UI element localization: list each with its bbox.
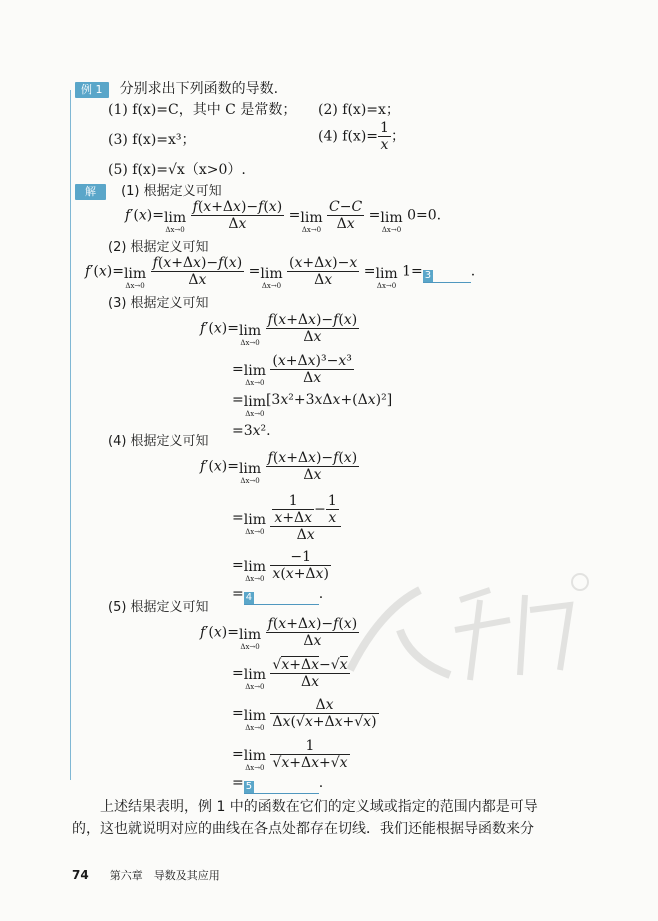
solution-part-1: (1) 根据定义可知 — [121, 184, 222, 199]
chapter-title: 第六章 导数及其应用 — [109, 869, 220, 882]
paragraph-line-1: 上述结果表明，例 1 中的函数在它们的定义域或指定的范围内都是可导 — [100, 799, 538, 815]
formula-part-3: f′(x)= lim Δx→0 $\frac{f(x+\Delta x)-f(x)}{\Delta x}$ = lim Δx→0 $\frac{\text{(x+Δx)³−x³}}{\Delta x}$ = lim Δx→0 [3x²+3xΔx+(Δx)²] =3x². — [200, 312, 393, 440]
example-item-1: (1) f(x)=C，其中 C 是常数； — [108, 102, 297, 118]
solution-part-5: (5) 根据定义可知 — [108, 600, 209, 615]
solution-badge: 解 — [75, 184, 106, 200]
solution-part-4: (4) 根据定义可知 — [108, 434, 209, 449]
paragraph-line-2: 的，这也就说明对应的曲线在各点处都存在切线．我们还能根据导函数来分 — [72, 821, 534, 837]
blank-5: 5 — [245, 781, 253, 793]
solution-part-2: (2) 根据定义可知 — [108, 240, 209, 255]
example-item-3: (3) f(x)=x³； — [108, 132, 196, 148]
example-item-5: (5) f(x)=√x（x>0）. — [108, 162, 246, 178]
example-item-4: (4) f(x)= $\frac{1}{x}$ ； — [318, 120, 405, 154]
formula-part-5: f′(x)= lim Δx→0 $\frac{f(x+\Delta x)-f(x)}{\Delta x}$ = lim Δx→0 $\frac{√x+\Delta x-√x}{\Delta x}$ = lim Δx→0 $\frac{\Delta x}{\Delta x(√x+\Delta x+√x)}$ = lim Δx→0 $\frac{1}{√x+\Delta x+√x}$ = 5 . — [200, 616, 377, 793]
example-item-2: (2) f(x)=x； — [318, 102, 400, 118]
example-badge: 例 1 — [75, 82, 109, 98]
solution-part-3: (3) 根据定义可知 — [108, 296, 209, 311]
page-number: 74 — [72, 868, 89, 882]
margin-rule — [70, 90, 71, 780]
blank-3: 3 — [424, 269, 432, 281]
example-header — [75, 78, 278, 98]
formula-part-2: f′(x)= lim Δx→0 $\frac{f(x+\Delta x)-f(x)}{\Delta x}$ = lim Δx→0 $\frac{(x+\Delta x)-x}{\Delta x}$ = lim Δx→0 1= 3 . — [85, 255, 476, 290]
blank-4: 4 — [245, 592, 253, 604]
page-footer — [72, 864, 220, 883]
solution-header — [75, 180, 222, 200]
example-intro: 分别求出下列函数的导数. — [119, 81, 279, 97]
formula-part-4: f′(x)= lim Δx→0 $\frac{f(x+\Delta x)-f(x)}{\Delta x}$ = lim Δx→0 $\frac{1}{x+\Delta x}$ − $\frac{1}{x}$ Δx = lim Δx→0 $\frac{-1}{x(x+\Delta x)}$ = 4 . — [200, 450, 358, 604]
formula-part-1: f′(x)= lim Δx→0 $\frac{f(x+\Delta x)-f(x)}{\Delta x}$ = lim Δx→0 $\frac{C-C}{\Delta x}$ = lim Δx→0 0=0. — [125, 199, 442, 234]
